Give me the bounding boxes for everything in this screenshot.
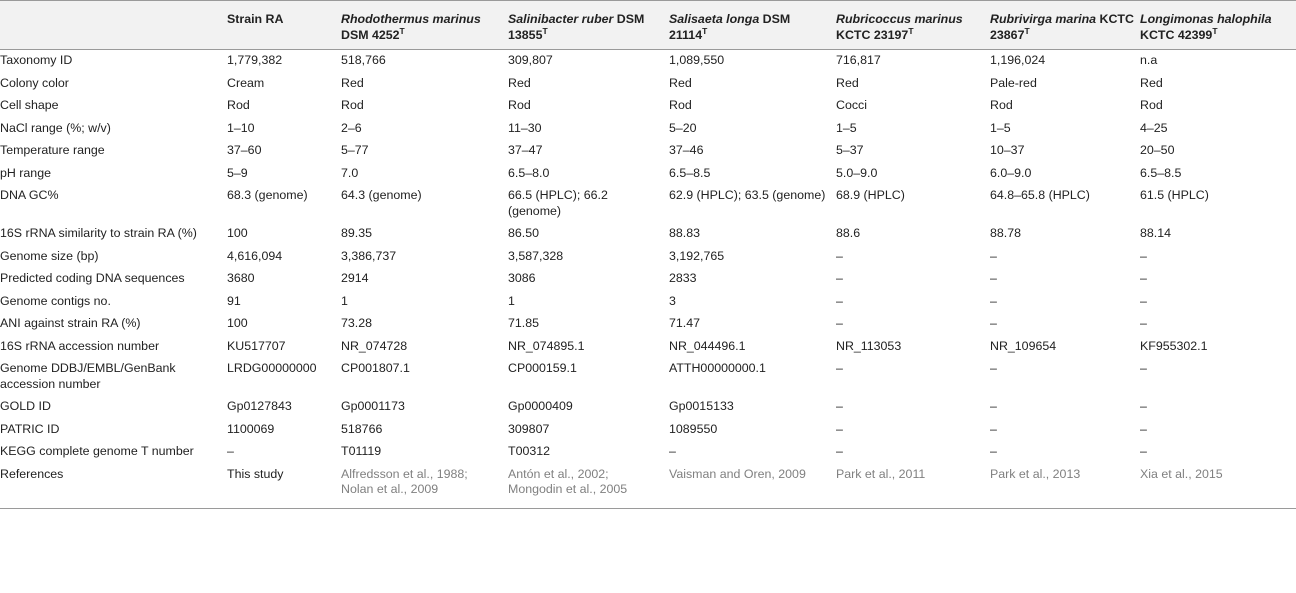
- row-label: DNA GC%: [0, 188, 59, 202]
- type-strain-marker: T: [702, 25, 708, 36]
- table-cell: 64.3 (genome): [341, 188, 422, 202]
- row-label: Taxonomy ID: [0, 53, 73, 67]
- species-name: Salinibacter ruber: [508, 12, 614, 26]
- table-cell: 7.0: [341, 165, 359, 180]
- row-label: ANI against strain RA (%): [0, 316, 141, 330]
- strain-designation: DSM 4252: [341, 27, 400, 42]
- table-cell: 88.78: [990, 226, 1022, 240]
- table-cell: Cocci: [836, 98, 867, 112]
- table-cell: Rod: [669, 98, 692, 112]
- table-cell: 6.5–8.5: [669, 165, 711, 180]
- reference-link[interactable]: Park et al., 2013: [990, 466, 1081, 481]
- table-cell: 309807: [508, 421, 550, 436]
- table-cell: –: [836, 271, 843, 285]
- table-cell: 2833: [669, 271, 697, 285]
- table-cell: 1–5: [990, 120, 1011, 135]
- table-cell: –: [836, 248, 843, 263]
- table-cell: –: [836, 293, 843, 308]
- table-cell: Gp0127843: [227, 399, 292, 413]
- row-label: Predicted coding DNA sequences: [0, 271, 185, 285]
- row-label: Genome size (bp): [0, 248, 99, 263]
- table-cell: Red: [669, 75, 692, 90]
- table-row: [0, 140, 1296, 163]
- column-name: Strain RA: [227, 12, 284, 26]
- table-cell: 5–77: [341, 143, 369, 157]
- table-cell: 86.50: [508, 226, 540, 240]
- table-cell: –: [990, 248, 997, 263]
- column-header-0: [225, 1, 339, 50]
- table-body: [0, 50, 1296, 509]
- table-cell: 88.14: [1140, 226, 1172, 240]
- reference-link[interactable]: Alfredsson et al., 1988; Nolan et al., 2009: [341, 466, 468, 496]
- table-cell: 1–10: [227, 120, 255, 135]
- table-cell: –: [836, 399, 843, 413]
- table-cell: 1: [341, 293, 348, 308]
- table-row: [0, 118, 1296, 141]
- table-cell: 1089550: [669, 421, 718, 436]
- species-name: Rubrivirga marina: [990, 12, 1097, 26]
- table-row: [0, 464, 1296, 509]
- table-cell: Cream: [227, 75, 265, 90]
- table-cell: 1–5: [836, 120, 857, 135]
- table-cell: 518766: [341, 421, 383, 436]
- table-cell: Red: [1140, 75, 1163, 90]
- table-cell: CP000159.1: [508, 361, 577, 375]
- table-cell: Gp0015133: [669, 399, 734, 413]
- reference-link[interactable]: Xia et al., 2015: [1140, 466, 1223, 481]
- type-strain-marker: T: [1212, 25, 1218, 36]
- table-row: [0, 358, 1296, 396]
- table-cell: T01119: [341, 444, 382, 458]
- table-cell: Red: [836, 75, 859, 90]
- column-header-4: [834, 1, 988, 50]
- table-cell: 5–37: [836, 143, 864, 157]
- table-cell: Rod: [508, 98, 531, 112]
- table-cell: 309,807: [508, 53, 553, 67]
- row-label: NaCl range (%; w/v): [0, 120, 111, 135]
- column-header-5: [988, 1, 1138, 50]
- strain-designation: KCTC 23197: [836, 27, 909, 42]
- table-cell: 1,196,024: [990, 53, 1046, 67]
- table-cell: 5–20: [669, 120, 697, 135]
- table-cell: –: [990, 271, 997, 285]
- table-cell: –: [1140, 399, 1147, 413]
- table-row: [0, 246, 1296, 269]
- type-strain-marker: T: [1024, 25, 1030, 36]
- row-label: 16S rRNA accession number: [0, 338, 160, 353]
- species-name: Rhodothermus marinus: [341, 12, 481, 26]
- table-cell: ATTH00000000.1: [669, 361, 766, 375]
- table-cell: 1: [508, 293, 515, 308]
- table-row: [0, 419, 1296, 442]
- table-cell: Rod: [1140, 98, 1163, 112]
- row-label: Colony color: [0, 75, 69, 90]
- table-cell: 20–50: [1140, 143, 1175, 157]
- column-header-1: [339, 1, 506, 50]
- table-row: [0, 73, 1296, 96]
- reference-link[interactable]: Antón et al., 2002; Mongodin et al., 2005: [508, 466, 628, 496]
- table-cell: 1,089,550: [669, 53, 725, 67]
- table-cell: 62.9 (HPLC); 63.5 (genome): [669, 188, 826, 202]
- table-row: [0, 396, 1296, 419]
- type-strain-marker: T: [542, 25, 548, 36]
- row-label: Temperature range: [0, 143, 105, 157]
- table-cell: –: [1140, 293, 1147, 308]
- table-cell: 6.0–9.0: [990, 165, 1032, 180]
- table-cell: –: [836, 361, 843, 375]
- table-cell: 6.5–8.0: [508, 165, 550, 180]
- table-cell: 68.3 (genome): [227, 188, 308, 202]
- table-cell: 68.9 (HPLC): [836, 188, 905, 202]
- table-cell: 1,779,382: [227, 53, 283, 67]
- table-cell: LRDG00000000: [227, 361, 317, 375]
- table-cell: 91: [227, 293, 241, 308]
- table-cell: NR_044496.1: [669, 338, 746, 353]
- table-cell: Red: [508, 75, 531, 90]
- table-cell: 518,766: [341, 53, 386, 67]
- table-cell: NR_113053: [836, 338, 902, 353]
- table-cell: 10–37: [990, 143, 1025, 157]
- type-strain-marker: T: [908, 25, 914, 36]
- table-cell: –: [990, 444, 997, 458]
- table-cell: Rod: [341, 98, 364, 112]
- row-label: GOLD ID: [0, 399, 51, 413]
- table-cell: Gp0000409: [508, 399, 573, 413]
- strain-designation: DSM 21114: [669, 12, 791, 42]
- table-cell: –: [990, 399, 997, 413]
- strain-designation: DSM 13855: [508, 12, 645, 42]
- table-cell: 6.5–8.5: [1140, 165, 1182, 180]
- table-cell: Red: [341, 75, 364, 90]
- table-cell: 71.47: [669, 316, 701, 330]
- row-label: PATRIC ID: [0, 421, 60, 436]
- row-label: pH range: [0, 165, 51, 180]
- table-cell: –: [1140, 248, 1147, 263]
- table-cell: 3086: [508, 271, 536, 285]
- table-cell: NR_109654: [990, 338, 1057, 353]
- table-cell: –: [1140, 444, 1147, 458]
- table-row: [0, 441, 1296, 464]
- table-cell: CP001807.1: [341, 361, 410, 375]
- table-cell: –: [836, 421, 843, 436]
- table-cell: Pale-red: [990, 75, 1037, 90]
- row-label: 16S rRNA similarity to strain RA (%): [0, 226, 197, 240]
- table-cell: –: [990, 361, 997, 375]
- table-row: [0, 185, 1296, 223]
- table-cell: 37–60: [227, 143, 262, 157]
- reference-link[interactable]: Vaisman and Oren, 2009: [669, 466, 806, 481]
- header-row: [0, 1, 1296, 50]
- species-name: Salisaeta longa: [669, 12, 760, 26]
- table-cell: T00312: [508, 444, 551, 458]
- table-row: [0, 95, 1296, 118]
- table-cell: 3,587,328: [508, 248, 564, 263]
- row-label: Genome DDBJ/EMBL/GenBank accession number: [0, 361, 176, 391]
- table-cell: Rod: [990, 98, 1013, 112]
- table-cell: –: [1140, 271, 1147, 285]
- table-cell: 5–9: [227, 165, 248, 180]
- table-cell: 61.5 (HPLC): [1140, 188, 1209, 202]
- table-cell: 1100069: [227, 421, 275, 436]
- table-cell: 100: [227, 316, 248, 330]
- species-name: Longimonas halophila: [1140, 12, 1272, 26]
- table-cell: 3680: [227, 271, 255, 285]
- table-cell: 4,616,094: [227, 248, 283, 263]
- table-row: [0, 268, 1296, 291]
- column-header-6: [1138, 1, 1296, 50]
- table-cell: –: [836, 316, 843, 330]
- table-cell: 89.35: [341, 226, 373, 240]
- table-cell: 3,386,737: [341, 248, 397, 263]
- table-cell: 2914: [341, 271, 369, 285]
- table-header: [0, 1, 1296, 50]
- table-cell: 71.85: [508, 316, 540, 330]
- table-cell: –: [1140, 316, 1147, 330]
- table-row: [0, 336, 1296, 359]
- table-cell: n.a: [1140, 53, 1158, 67]
- table-cell: 3,192,765: [669, 248, 725, 263]
- table-cell: Rod: [227, 98, 250, 112]
- table-cell: Gp0001173: [341, 399, 405, 413]
- table-cell: NR_074895.1: [508, 338, 585, 353]
- table-cell: KF955302.1: [1140, 338, 1208, 353]
- table-cell: NR_074728: [341, 338, 408, 353]
- table-row: [0, 291, 1296, 314]
- header-blank-cell: [0, 1, 225, 50]
- row-label: Genome contigs no.: [0, 293, 111, 308]
- table-cell: –: [227, 444, 234, 458]
- table-cell: 66.5 (HPLC); 66.2 (genome): [508, 188, 608, 218]
- reference-text: This study: [227, 466, 284, 481]
- strain-designation: KCTC 42399: [1140, 27, 1213, 42]
- table-cell: 88.83: [669, 226, 701, 240]
- table-cell: KU517707: [227, 338, 286, 353]
- species-name: Rubricoccus marinus: [836, 12, 963, 26]
- table-cell: 100: [227, 226, 248, 240]
- table-cell: 37–47: [508, 143, 543, 157]
- table-cell: 5.0–9.0: [836, 165, 878, 180]
- column-header-2: [506, 1, 667, 50]
- table-cell: –: [990, 421, 997, 436]
- reference-link[interactable]: Park et al., 2011: [836, 466, 926, 481]
- type-strain-marker: T: [399, 25, 405, 36]
- table-cell: 11–30: [508, 120, 542, 135]
- table-cell: –: [669, 444, 676, 458]
- row-label: References: [0, 466, 64, 481]
- strain-designation: KCTC 23867: [990, 12, 1134, 42]
- table-cell: 2–6: [341, 120, 362, 135]
- table-row: [0, 223, 1296, 246]
- table-cell: 64.8–65.8 (HPLC): [990, 188, 1090, 202]
- table-cell: 37–46: [669, 143, 704, 157]
- table-row: [0, 163, 1296, 186]
- table-row: [0, 50, 1296, 73]
- table-cell: –: [836, 444, 843, 458]
- table-cell: –: [1140, 421, 1147, 436]
- row-label: Cell shape: [0, 98, 59, 112]
- table-cell: 3: [669, 293, 676, 308]
- column-header-3: [667, 1, 834, 50]
- table-cell: 4–25: [1140, 120, 1168, 135]
- table-cell: –: [990, 293, 997, 308]
- table-cell: –: [990, 316, 997, 330]
- table-row: [0, 313, 1296, 336]
- table-cell: –: [1140, 361, 1147, 375]
- row-label: KEGG complete genome T number: [0, 444, 194, 458]
- table-cell: 73.28: [341, 316, 373, 330]
- table-cell: 716,817: [836, 53, 881, 67]
- table-cell: 88.6: [836, 226, 861, 240]
